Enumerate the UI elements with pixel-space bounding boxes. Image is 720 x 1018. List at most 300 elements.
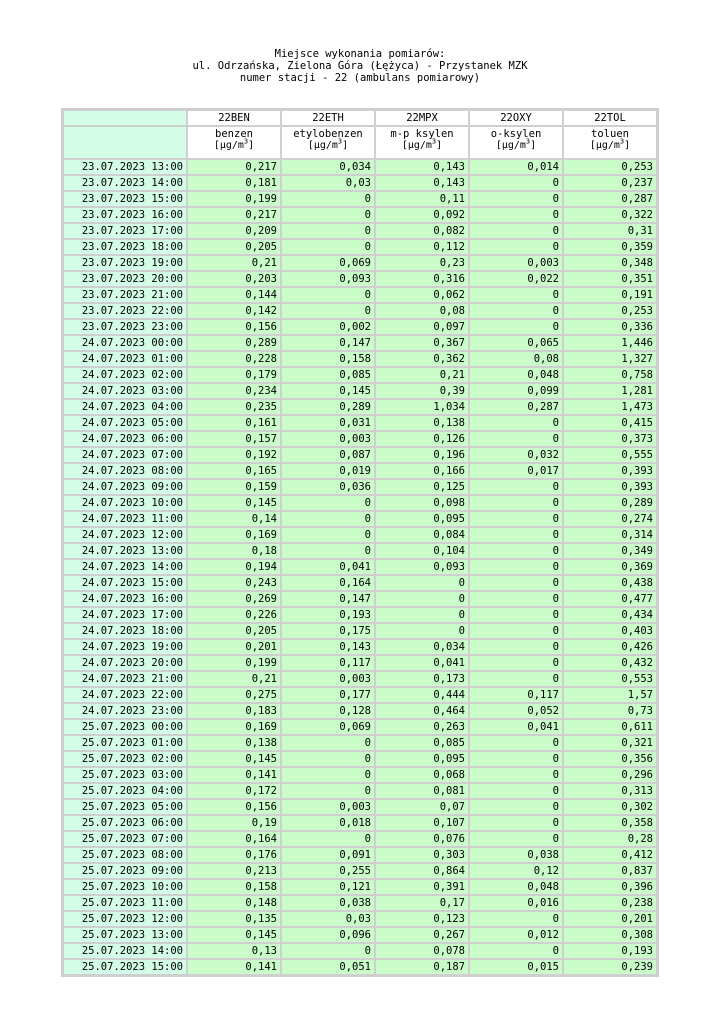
row-value: 0,128	[281, 703, 375, 719]
row-value: 0,145	[281, 383, 375, 399]
row-value: 0,403	[563, 623, 657, 639]
row-value: 0,138	[187, 735, 281, 751]
measurements-table	[61, 108, 659, 977]
row-value: 0,359	[563, 239, 657, 255]
row-value: 0	[281, 239, 375, 255]
row-value: 0,173	[375, 671, 469, 687]
row-value: 0,138	[375, 415, 469, 431]
row-value: 0,143	[375, 175, 469, 191]
row-value: 0,015	[469, 959, 563, 975]
row-value: 0,11	[375, 191, 469, 207]
row-value: 0,175	[281, 623, 375, 639]
row-datetime: 24.07.2023 23:00	[63, 703, 187, 719]
row-value: 0,003	[469, 255, 563, 271]
unit-prefix: [µg/m	[213, 140, 244, 151]
row-value: 0,217	[187, 207, 281, 223]
table-row	[63, 623, 657, 639]
row-value: 0,239	[563, 959, 657, 975]
table-row	[63, 591, 657, 607]
row-value: 0	[281, 303, 375, 319]
row-value: 0,274	[563, 511, 657, 527]
row-value: 0,169	[187, 719, 281, 735]
header-corner	[63, 110, 187, 126]
row-value: 0,126	[375, 431, 469, 447]
row-value: 0,203	[187, 271, 281, 287]
row-value: 0,308	[563, 927, 657, 943]
row-value: 0,336	[563, 319, 657, 335]
row-value: 0,144	[187, 287, 281, 303]
row-value: 0,434	[563, 607, 657, 623]
row-value: 0,169	[187, 527, 281, 543]
unit-suffix: ]	[248, 140, 255, 151]
row-value: 0,081	[375, 783, 469, 799]
unit-suffix: ]	[624, 140, 631, 151]
row-value: 0,097	[375, 319, 469, 335]
table-row	[63, 463, 657, 479]
row-value: 0,157	[187, 431, 281, 447]
row-value: 0,289	[563, 495, 657, 511]
table-row	[63, 319, 657, 335]
row-value: 0	[375, 607, 469, 623]
table-row	[63, 431, 657, 447]
row-datetime: 25.07.2023 06:00	[63, 815, 187, 831]
row-value: 0,052	[469, 703, 563, 719]
row-value: 0	[469, 751, 563, 767]
row-value: 0,031	[281, 415, 375, 431]
row-value: 0,117	[469, 687, 563, 703]
row-value: 0,121	[281, 879, 375, 895]
row-value: 0,041	[469, 719, 563, 735]
row-value: 0	[469, 799, 563, 815]
column-name: toluen	[591, 128, 629, 140]
row-value: 0,213	[187, 863, 281, 879]
row-value: 0,201	[563, 911, 657, 927]
row-datetime: 23.07.2023 14:00	[63, 175, 187, 191]
row-value: 0,112	[375, 239, 469, 255]
row-value: 0,093	[375, 559, 469, 575]
row-value: 0,396	[563, 879, 657, 895]
row-value: 0,069	[281, 255, 375, 271]
row-value: 0,07	[375, 799, 469, 815]
row-value: 0,085	[375, 735, 469, 751]
row-datetime: 23.07.2023 18:00	[63, 239, 187, 255]
row-value: 0	[469, 783, 563, 799]
row-value: 0,135	[187, 911, 281, 927]
table-row	[63, 943, 657, 959]
row-datetime: 24.07.2023 14:00	[63, 559, 187, 575]
row-value: 0,477	[563, 591, 657, 607]
row-datetime: 24.07.2023 00:00	[63, 335, 187, 351]
row-value: 0,193	[281, 607, 375, 623]
row-value: 0,117	[281, 655, 375, 671]
row-value: 0,164	[187, 831, 281, 847]
row-value: 0,31	[563, 223, 657, 239]
header-row-names	[63, 126, 657, 159]
table-row	[63, 735, 657, 751]
table-row	[63, 671, 657, 687]
row-value: 0,014	[469, 159, 563, 175]
row-value: 0,145	[187, 927, 281, 943]
row-value: 0,205	[187, 623, 281, 639]
row-value: 0	[281, 287, 375, 303]
table-row	[63, 799, 657, 815]
table-row	[63, 223, 657, 239]
row-value: 0,21	[187, 671, 281, 687]
row-datetime: 23.07.2023 17:00	[63, 223, 187, 239]
row-value: 0,158	[187, 879, 281, 895]
row-datetime: 23.07.2023 22:00	[63, 303, 187, 319]
row-value: 0,095	[375, 751, 469, 767]
table-row	[63, 175, 657, 191]
row-value: 0,176	[187, 847, 281, 863]
column-name: o-ksylen	[490, 128, 542, 140]
row-value: 0	[469, 655, 563, 671]
table-row	[63, 863, 657, 879]
row-value: 0,093	[281, 271, 375, 287]
table-row	[63, 543, 657, 559]
row-datetime: 25.07.2023 02:00	[63, 751, 187, 767]
row-value: 0,099	[469, 383, 563, 399]
row-value: 0,147	[281, 591, 375, 607]
row-value: 0,172	[187, 783, 281, 799]
row-value: 0,069	[281, 719, 375, 735]
row-value: 0,356	[563, 751, 657, 767]
unit-prefix: [µg/m	[495, 140, 526, 151]
row-value: 0,238	[563, 895, 657, 911]
row-value: 0,019	[281, 463, 375, 479]
table-row	[63, 255, 657, 271]
row-datetime: 23.07.2023 20:00	[63, 271, 187, 287]
row-datetime: 25.07.2023 01:00	[63, 735, 187, 751]
row-value: 0,758	[563, 367, 657, 383]
row-value: 0	[469, 527, 563, 543]
row-value: 0,555	[563, 447, 657, 463]
unit-suffix: ]	[436, 140, 443, 151]
row-value: 0	[375, 591, 469, 607]
row-value: 0,267	[375, 927, 469, 943]
row-datetime: 24.07.2023 16:00	[63, 591, 187, 607]
row-value: 0,287	[469, 399, 563, 415]
row-value: 1,034	[375, 399, 469, 415]
row-datetime: 24.07.2023 10:00	[63, 495, 187, 511]
row-value: 0,39	[375, 383, 469, 399]
row-value: 0,314	[563, 527, 657, 543]
row-value: 0,255	[281, 863, 375, 879]
row-value: 0,464	[375, 703, 469, 719]
table-row	[63, 447, 657, 463]
column-name: benzen	[215, 128, 253, 140]
row-value: 0,234	[187, 383, 281, 399]
row-value: 0,837	[563, 863, 657, 879]
row-value: 0,041	[281, 559, 375, 575]
row-value: 0,349	[563, 543, 657, 559]
table-row	[63, 607, 657, 623]
row-value: 0,038	[281, 895, 375, 911]
row-datetime: 23.07.2023 16:00	[63, 207, 187, 223]
column-code: 22BEN	[187, 110, 281, 126]
row-value: 0,03	[281, 911, 375, 927]
row-value: 0	[469, 639, 563, 655]
row-value: 0	[469, 591, 563, 607]
row-value: 0,091	[281, 847, 375, 863]
row-value: 0,205	[187, 239, 281, 255]
row-value: 0,373	[563, 431, 657, 447]
table-row	[63, 191, 657, 207]
unit-prefix: [µg/m	[307, 140, 338, 151]
row-value: 0,048	[469, 367, 563, 383]
row-value: 0,003	[281, 431, 375, 447]
row-value: 0,125	[375, 479, 469, 495]
row-value: 0,313	[563, 783, 657, 799]
row-value: 1,57	[563, 687, 657, 703]
row-value: 0,303	[375, 847, 469, 863]
table-row	[63, 927, 657, 943]
row-value: 0,03	[281, 175, 375, 191]
row-value: 0,287	[563, 191, 657, 207]
column-code: 22MPX	[375, 110, 469, 126]
table-row	[63, 559, 657, 575]
unit-prefix: [µg/m	[401, 140, 432, 151]
row-value: 0	[469, 559, 563, 575]
row-datetime: 25.07.2023 13:00	[63, 927, 187, 943]
table-row	[63, 847, 657, 863]
row-value: 0,348	[563, 255, 657, 271]
column-unit	[379, 137, 465, 152]
row-value: 0,391	[375, 879, 469, 895]
row-value: 0,209	[187, 223, 281, 239]
header-line-location: Miejsce wykonania pomiarów:	[274, 48, 446, 60]
row-value: 0	[469, 767, 563, 783]
row-value: 1,281	[563, 383, 657, 399]
row-value: 0	[469, 815, 563, 831]
row-datetime: 24.07.2023 21:00	[63, 671, 187, 687]
row-value: 0,179	[187, 367, 281, 383]
row-value: 0,235	[187, 399, 281, 415]
table-row	[63, 687, 657, 703]
row-datetime: 24.07.2023 20:00	[63, 655, 187, 671]
row-datetime: 24.07.2023 06:00	[63, 431, 187, 447]
row-value: 0	[469, 303, 563, 319]
row-datetime: 24.07.2023 02:00	[63, 367, 187, 383]
row-value: 0,12	[469, 863, 563, 879]
row-value: 0	[469, 943, 563, 959]
row-value: 0	[281, 735, 375, 751]
row-value: 0	[469, 495, 563, 511]
row-value: 0,002	[281, 319, 375, 335]
row-value: 0,226	[187, 607, 281, 623]
row-value: 0,003	[281, 671, 375, 687]
row-value: 0,062	[375, 287, 469, 303]
row-value: 0	[469, 191, 563, 207]
row-value: 0,018	[281, 815, 375, 831]
unit-suffix: ]	[530, 140, 537, 151]
row-value: 0,253	[563, 303, 657, 319]
row-value: 0	[469, 207, 563, 223]
row-value: 0,166	[375, 463, 469, 479]
row-value: 0	[469, 175, 563, 191]
row-value: 0	[281, 511, 375, 527]
table-row	[63, 895, 657, 911]
row-value: 0,156	[187, 799, 281, 815]
row-value: 0,196	[375, 447, 469, 463]
row-value: 0,275	[187, 687, 281, 703]
row-value: 0	[469, 623, 563, 639]
row-datetime: 24.07.2023 05:00	[63, 415, 187, 431]
column-name-cell	[563, 126, 657, 159]
table-row	[63, 271, 657, 287]
row-datetime: 25.07.2023 00:00	[63, 719, 187, 735]
row-value: 0	[281, 831, 375, 847]
row-value: 0	[469, 415, 563, 431]
row-value: 0,199	[187, 655, 281, 671]
row-datetime: 24.07.2023 01:00	[63, 351, 187, 367]
row-value: 0	[281, 767, 375, 783]
row-value: 0,21	[375, 367, 469, 383]
row-value: 0,143	[375, 159, 469, 175]
row-value: 0,034	[375, 639, 469, 655]
table-row	[63, 911, 657, 927]
row-value: 0,078	[375, 943, 469, 959]
row-value: 0,296	[563, 767, 657, 783]
row-value: 0,123	[375, 911, 469, 927]
row-value: 0,253	[563, 159, 657, 175]
row-datetime: 25.07.2023 10:00	[63, 879, 187, 895]
table-row	[63, 767, 657, 783]
row-datetime: 25.07.2023 11:00	[63, 895, 187, 911]
row-value: 0,864	[375, 863, 469, 879]
column-name-cell	[375, 126, 469, 159]
row-datetime: 23.07.2023 19:00	[63, 255, 187, 271]
table-row	[63, 287, 657, 303]
header-row-codes	[63, 110, 657, 126]
row-value: 0,13	[187, 943, 281, 959]
report-header	[0, 48, 720, 84]
row-value: 0,08	[469, 351, 563, 367]
row-value: 0,358	[563, 815, 657, 831]
header-line-address: ul. Odrzańska, Zielona Góra (Łężyca) - Przystanek MZK	[192, 60, 528, 72]
row-value: 0,73	[563, 703, 657, 719]
header-line-station: numer stacji - 22 (ambulans pomiarowy)	[239, 72, 481, 84]
row-value: 0,068	[375, 767, 469, 783]
row-value: 0,351	[563, 271, 657, 287]
row-value: 0,076	[375, 831, 469, 847]
row-value: 0,159	[187, 479, 281, 495]
row-value: 0,036	[281, 479, 375, 495]
table-row	[63, 415, 657, 431]
row-datetime: 25.07.2023 09:00	[63, 863, 187, 879]
unit-prefix: [µg/m	[589, 140, 620, 151]
row-value: 0,412	[563, 847, 657, 863]
header-corner	[63, 126, 187, 159]
row-datetime: 23.07.2023 13:00	[63, 159, 187, 175]
row-datetime: 25.07.2023 04:00	[63, 783, 187, 799]
column-name: etylobenzen	[293, 128, 363, 140]
row-datetime: 25.07.2023 07:00	[63, 831, 187, 847]
row-value: 0,193	[563, 943, 657, 959]
row-value: 0,181	[187, 175, 281, 191]
row-value: 0,161	[187, 415, 281, 431]
row-value: 0	[469, 671, 563, 687]
row-value: 0,098	[375, 495, 469, 511]
row-value: 0,18	[187, 543, 281, 559]
row-value: 0,095	[375, 511, 469, 527]
row-value: 0,553	[563, 671, 657, 687]
row-datetime: 23.07.2023 15:00	[63, 191, 187, 207]
table-row	[63, 783, 657, 799]
row-value: 0,08	[375, 303, 469, 319]
row-value: 0	[469, 831, 563, 847]
row-datetime: 24.07.2023 04:00	[63, 399, 187, 415]
row-value: 0,082	[375, 223, 469, 239]
row-value: 0	[469, 607, 563, 623]
row-datetime: 23.07.2023 23:00	[63, 319, 187, 335]
row-value: 0,321	[563, 735, 657, 751]
row-datetime: 24.07.2023 22:00	[63, 687, 187, 703]
unit-exponent: 3	[337, 137, 343, 146]
unit-exponent: 3	[525, 137, 531, 146]
row-value: 0,23	[375, 255, 469, 271]
row-value: 0,087	[281, 447, 375, 463]
row-datetime: 25.07.2023 08:00	[63, 847, 187, 863]
row-value: 0,022	[469, 271, 563, 287]
row-value: 0	[469, 431, 563, 447]
row-datetime: 24.07.2023 19:00	[63, 639, 187, 655]
row-value: 0	[281, 527, 375, 543]
row-datetime: 25.07.2023 05:00	[63, 799, 187, 815]
row-value: 0,228	[187, 351, 281, 367]
row-value: 0,143	[281, 639, 375, 655]
row-value: 0	[469, 575, 563, 591]
table-row	[63, 367, 657, 383]
row-value: 0,289	[187, 335, 281, 351]
row-value: 1,473	[563, 399, 657, 415]
row-value: 0,145	[187, 495, 281, 511]
row-value: 0,048	[469, 879, 563, 895]
row-value: 0,158	[281, 351, 375, 367]
row-value: 0,28	[563, 831, 657, 847]
table-row	[63, 719, 657, 735]
row-value: 0	[469, 511, 563, 527]
row-value: 0,147	[281, 335, 375, 351]
row-value: 0,316	[375, 271, 469, 287]
column-name: m-p ksylen	[390, 128, 454, 140]
table-row	[63, 351, 657, 367]
row-value: 0	[281, 751, 375, 767]
row-value: 0,041	[375, 655, 469, 671]
row-value: 0,444	[375, 687, 469, 703]
row-value: 0,096	[281, 927, 375, 943]
row-value: 0,051	[281, 959, 375, 975]
table-row	[63, 831, 657, 847]
row-value: 0,107	[375, 815, 469, 831]
table-row	[63, 335, 657, 351]
row-value: 0	[469, 735, 563, 751]
row-datetime: 24.07.2023 03:00	[63, 383, 187, 399]
row-datetime: 24.07.2023 13:00	[63, 543, 187, 559]
row-datetime: 25.07.2023 03:00	[63, 767, 187, 783]
column-unit	[285, 137, 371, 152]
column-unit	[473, 137, 559, 152]
row-value: 0	[281, 543, 375, 559]
unit-exponent: 3	[243, 137, 249, 146]
row-value: 0	[469, 287, 563, 303]
table-row	[63, 751, 657, 767]
row-value: 0,016	[469, 895, 563, 911]
table-row	[63, 527, 657, 543]
row-value: 0,084	[375, 527, 469, 543]
row-datetime: 24.07.2023 12:00	[63, 527, 187, 543]
row-value: 0,145	[187, 751, 281, 767]
